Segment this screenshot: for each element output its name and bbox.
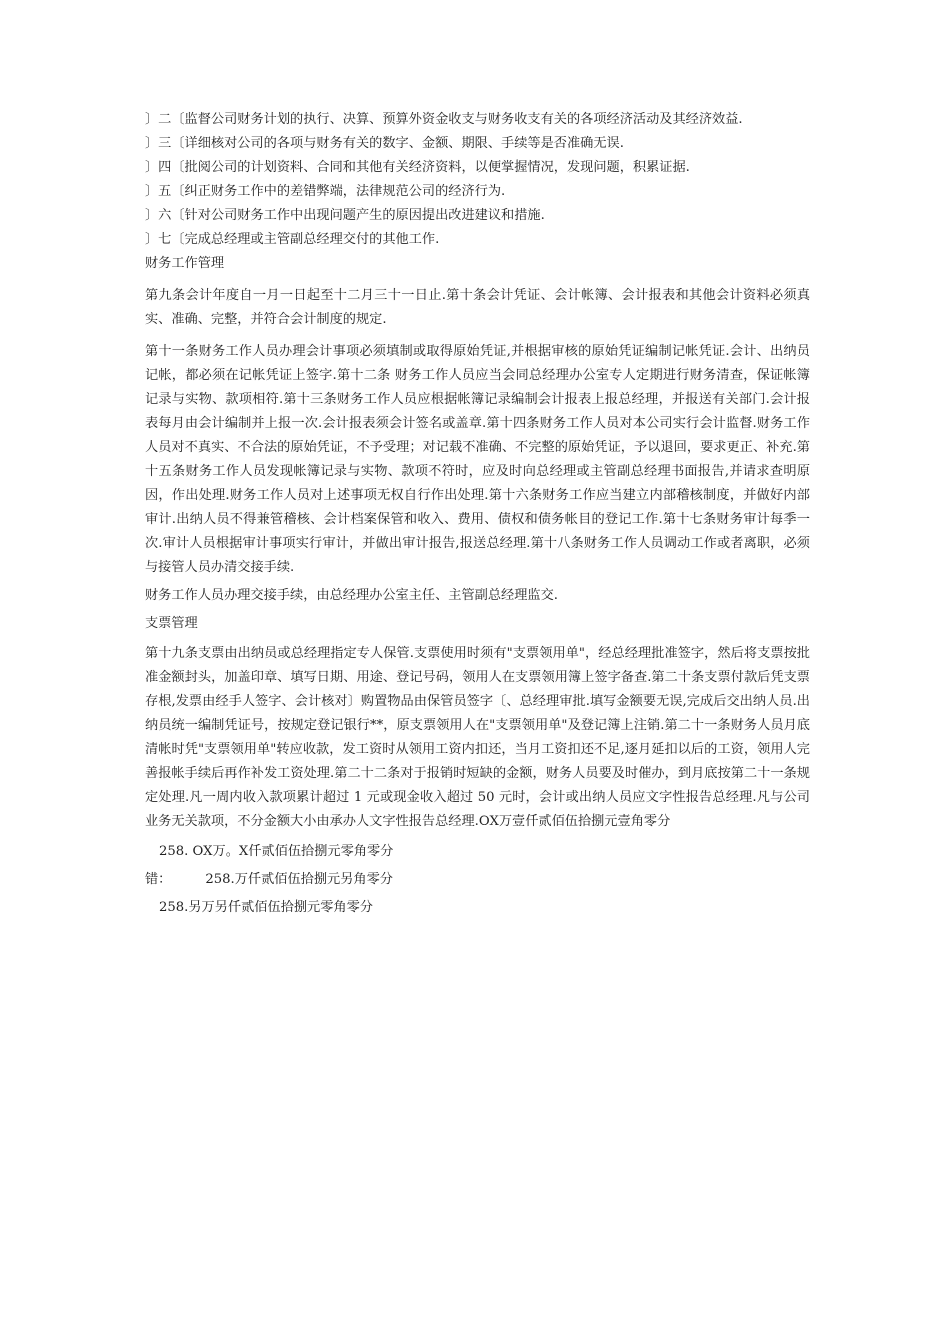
error-label: 错： (145, 872, 172, 887)
duty-item-7: 〕七〔完成总经理或主管副总经理交付的其他工作. (145, 232, 440, 247)
section-heading-finance: 财务工作管理 (145, 256, 225, 271)
article-19-22: 第十九条支票由出纳员或总经理指定专人保管.支票使用时须有"支票领用单"，经总经理批准签字，然后将支票按批准金额封头，加盖印章、填写日期、用途、登记号码，领用人在支票领用簿上签字备查.第二十条支票付款后凭支票存根,发票由经手人签字、会计核对〕购置物品由保管员签字〔、总经理审批.填写金额要无误,完成后交出纳人员.出纳员统一编制凭证号，按规定登记银行**，原支票领用人在"支票领用单"及登记簿上注销.第二十一条财务人员月底清帐时凭"支票领用单"转应收款，发工资时从领用工资内扣还，当月工资扣还不足,逐月延扣以后的工资，领用人完善报帐手续后再作补发工资处理.第二十二条对于报销时短缺的金额，财务人员要及时催办，到月底按第二十一条规定处理.凡一周内收入款项累计超过 1 元或现金收入超过 50 元时，会计或出纳人员应文字性报告总经理.凡与公司业务无关款项，不分金额大小由承办人文字性报告总经理.OX万壹仟贰佰伍拾捌元壹角零分 (145, 646, 810, 829)
duty-item-2: 〕二〔监督公司财务计划的执行、决算、预算外资金收支与财务收支有关的各项经济活动及其经济效益. (145, 112, 743, 127)
section-heading-cheque: 支票管理 (145, 616, 198, 631)
duty-list (145, 112, 810, 248)
duty-item-4: 〕四〔批阅公司的计划资料、合同和其他有关经济资料，以便掌握情况，发现问题，积累证据. (145, 160, 690, 175)
handover-note: 财务工作人员办理交接手续，由总经理办公室主任、主管副总经理监交. (145, 588, 559, 603)
amount-example-3: 258.另万另仟贰佰伍拾捌元零角零分 (159, 900, 373, 915)
amount-example-2 (145, 872, 810, 888)
amount-example-2-value: 258.万仟贰佰伍拾捌元另角零分 (205, 872, 393, 887)
duty-item-3: 〕三〔详细核对公司的各项与财务有关的数字、金额、期限、手续等是否准确无误. (145, 136, 624, 151)
article-9-10: 第九条会计年度自一月一日起至十二月三十一日止.第十条会计凭证、会计帐簿、会计报表和其他会计资料必须真实、准确、完整，并符合会计制度的规定. (145, 288, 810, 327)
article-11-18: 第十一条财务工作人员办理会计事项必须填制或取得原始凭证,并根据审核的原始凭证编制记帐凭证.会计、出纳员记帐，都必须在记帐凭证上签字.第十二条 财务工作人员应当会同总经理办公室专人定期进行财务清查，保证帐簿记录与实物、款项相符.第十三条财务工作人员应根据帐簿记录编制会计报表上报总经理，并报送有关部门.会计报表每月由会计编制并上报一次.会计报表须会计签名或盖章.第十四条财务工作人员对本公司实行会计监督.财务工作人员对不真实、不合法的原始凭证，不予受理；对记载不准确、不完整的原始凭证，予以退回，要求更正、补充.第十五条财务工作人员发现帐簿记录与实物、款项不符时，应及时向总经理或主管副总经理书面报告,并请求查明原因，作出处理.财务工作人员对上述事项无权自行作出处理.第十六条财务工作应当建立内部稽核制度，并做好内部审计.出纳人员不得兼管稽核、会计档案保管和收入、费用、债权和债务帐目的登记工作.第十七条财务审计每季一次.审计人员根据审计事项实行审计，并做出审计报告,报送总经理.第十八条财务工作人员调动工作或者离职，必须与接管人员办清交接手续. (145, 344, 810, 575)
duty-item-5: 〕五〔纠正财务工作中的差错弊端，法律规范公司的经济行为. (145, 184, 506, 199)
document-page (145, 112, 810, 916)
duty-item-6: 〕六〔针对公司财务工作中出现问题产生的原因提出改进建议和措施. (145, 208, 545, 223)
amount-example-1: 258. OX万。X仟贰佰伍拾捌元零角零分 (159, 844, 394, 859)
